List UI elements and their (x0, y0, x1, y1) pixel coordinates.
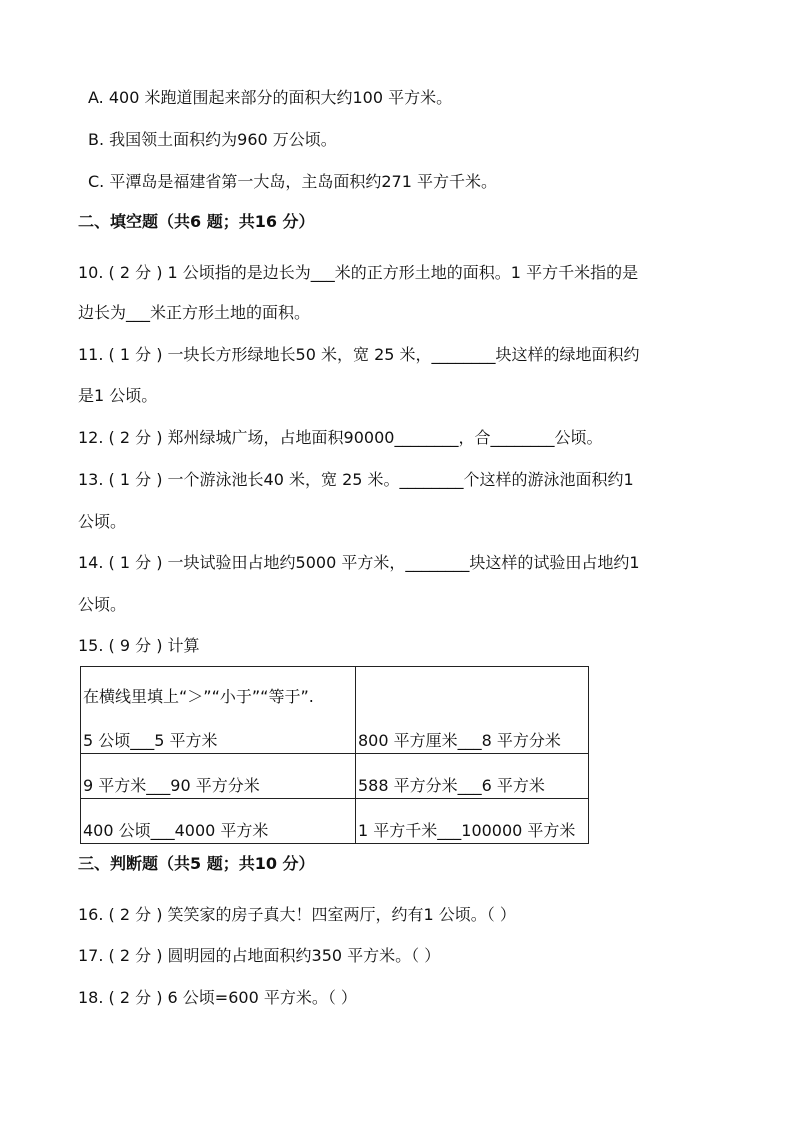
table-instruction: 在横线里填上“＞”“小于”“等于”. (83, 687, 314, 706)
question-17: 17. ( 2 分 ) 圆明园的占地面积约350 平方米。（ ） (78, 946, 441, 965)
calculation-table (80, 666, 589, 844)
table-cell (356, 754, 589, 799)
question-10-line-1: 10. ( 2 分 ) 1 公顷指的是边长为___米的正方形土地的面积。1 平方千米指的是 (78, 263, 639, 282)
option-a: A. 400 米跑道围起来部分的面积大约100 平方米。 (88, 88, 453, 107)
table-cell (81, 799, 356, 844)
option-c: C. 平潭岛是福建省第一大岛，主岛面积约271 平方千米。 (88, 172, 497, 191)
comparison-item: 400 公顷___4000 平方米 (83, 821, 269, 840)
section-3-title: 三、判断题（共5 题；共10 分） (78, 854, 315, 873)
comparison-item: 800 平方厘米___8 平方分米 (358, 731, 561, 750)
question-11-line-1: 11. ( 1 分 ) 一块长方形绿地长50 米，宽 25 米，________块这样的绿地面积约 (78, 345, 640, 364)
comparison-item: 588 平方分米___6 平方米 (358, 776, 545, 795)
table-cell (81, 667, 356, 754)
question-11-line-2: 是1 公顷。 (78, 386, 158, 405)
question-13-line-1: 13. ( 1 分 ) 一个游泳池长40 米，宽 25 米。________个这样的游泳池面积约1 (78, 470, 634, 489)
question-18: 18. ( 2 分 ) 6 公顷=600 平方米。（ ） (78, 988, 357, 1007)
table-cell (356, 667, 589, 754)
comparison-item: 9 平方米___90 平方分米 (83, 776, 260, 795)
question-14-line-2: 公顷。 (78, 595, 127, 614)
question-10-line-2: 边长为___米正方形土地的面积。 (78, 303, 311, 322)
question-15-line-1: 15. ( 9 分 ) 计算 (78, 636, 200, 655)
comparison-item: 5 公顷___5 平方米 (83, 731, 218, 750)
question-12-line-1: 12. ( 2 分 ) 郑州绿城广场，占地面积90000________，合________公顷。 (78, 428, 603, 447)
question-14-line-1: 14. ( 1 分 ) 一块试验田占地约5000 平方米，________块这样的试验田占地约1 (78, 553, 640, 572)
comparison-item: 1 平方千米___100000 平方米 (358, 821, 576, 840)
question-13-line-2: 公顷。 (78, 512, 127, 531)
section-2-title: 二、填空题（共6 题；共16 分） (78, 212, 315, 231)
option-b: B. 我国领土面积约为960 万公顷。 (88, 130, 337, 149)
table-cell (81, 754, 356, 799)
table-cell (356, 799, 589, 844)
question-16: 16. ( 2 分 ) 笑笑家的房子真大！四室两厅，约有1 公顷。（ ） (78, 905, 516, 924)
